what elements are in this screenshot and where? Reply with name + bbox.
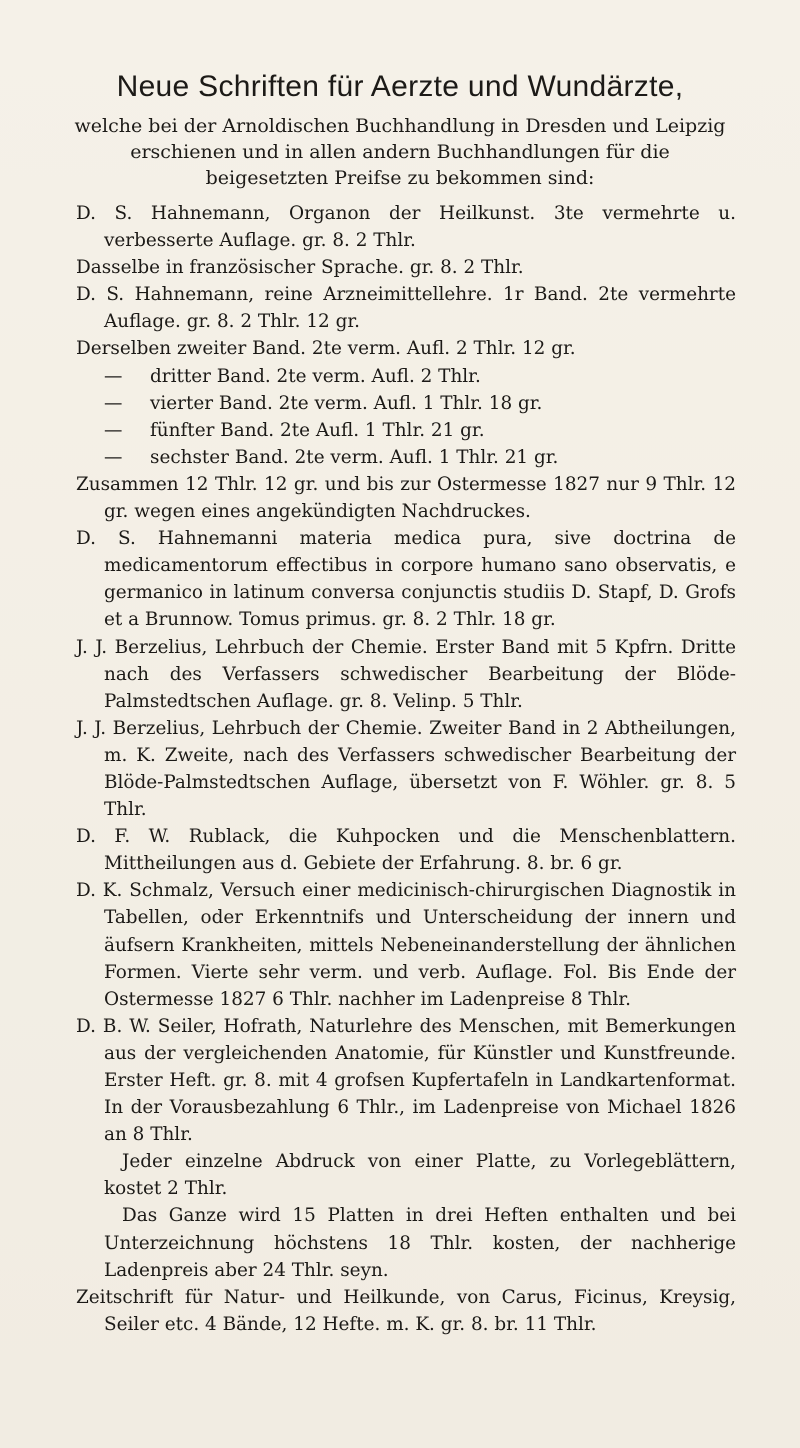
list-item: D. S. Hahnemanni materia medica pura, sive doctrina de medicamentorum effectibus in corpore humano sano observatis, e germanico in latinum conversa conjunctis studiis D. Stapf, D. Grofs et a Brunnow. Tomus primus. gr. 8. 2 Thlr. 18 gr. — [76, 528, 736, 631]
list-item-text: sechster Band. 2te verm. Aufl. 1 Thlr. 21 gr. — [150, 446, 559, 468]
list-item: D. S. Hahnemann, reine Arzneimittellehre. 1r Band. 2te vermehrte Auflage. gr. 8. 2 Thlr. 12 gr. — [76, 284, 736, 333]
list-item-continuation — [76, 363, 736, 390]
ditto-dash: — — [104, 419, 123, 441]
list-item-text: vierter Band. 2te verm. Aufl. 1 Thlr. 18 gr. — [150, 392, 543, 414]
page-title: Neue Schriften für Aerzte und Wundärzte, — [116, 70, 684, 103]
list-item-continuation — [76, 444, 736, 471]
list-item: Derselben zweiter Band. 2te verm. Aufl. 2 Thlr. 12 gr. — [76, 338, 576, 360]
list-item: J. J. Berzelius, Lehrbuch der Chemie. Zweiter Band in 2 Abtheilungen, m. K. Zweite, nach des Verfassers schwedischer Bearbeitung der Blöde-Palmstedtschen Auflage, übersetzt von F. Wöhler. gr. 8. 5 Thlr. — [76, 717, 736, 821]
list-item-text: fünfter Band. 2te Aufl. 1 Thlr. 21 gr. — [150, 419, 485, 441]
intro-paragraph: welche bei der Arnoldischen Buchhandlung in Dresden und Leipzig erschienen und in allen andern Buchhandlungen für die beigesetzten Preifse zu bekommen sind: — [74, 115, 726, 189]
list-item-note: Das Ganze wird 15 Platten in drei Heften enthalten und bei Unterzeichnung höchstens 18 Thlr. kosten, der nachherige Ladenpreis aber 24 Thlr. seyn. — [104, 1205, 736, 1281]
list-item: D. K. Schmalz, Versuch einer medicinisch-chirurgischen Diagnostik in Tabellen, oder Erkenntnifs und Unterscheidung der innern und äufsern Krankheiten, mittels Nebeneinanderstellung der ähnlichen Formen. Vierte sehr verm. und verb. Auflage. Fol. Bis Ende der Ostermesse 1827 6 Thlr. nachher im Ladenpreise 8 Thlr. — [76, 880, 736, 1010]
list-item: D. S. Hahnemann, Organon der Heilkunst. 3te vermehrte u. verbesserte Auflage. gr. 8. 2 Thlr. — [76, 203, 736, 252]
list-item-text: dritter Band. 2te verm. Aufl. 2 Thlr. — [150, 365, 481, 387]
list-item: Dasselbe in französischer Sprache. gr. 8. 2 Thlr. — [76, 257, 524, 279]
list-item-continuation — [76, 390, 736, 417]
list-item: J. J. Berzelius, Lehrbuch der Chemie. Erster Band mit 5 Kpfrn. Dritte nach des Verfassers schwedischer Bearbeitung der Blöde-Palmstedtschen Auflage. gr. 8. Velinp. 5 Thlr. — [76, 636, 736, 712]
ditto-dash: — — [104, 392, 123, 414]
ditto-dash: — — [104, 446, 123, 468]
list-item-continuation — [76, 417, 736, 444]
list-item: Zusammen 12 Thlr. 12 gr. und bis zur Ostermesse 1827 nur 9 Thlr. 12 gr. wegen eines angekündigten Nachdruckes. — [76, 473, 736, 523]
ditto-dash: — — [104, 365, 123, 387]
list-item: D. F. W. Rublack, die Kuhpocken und die Menschenblattern. Mittheilungen aus d. Gebiete der Erfahrung. 8. br. 6 gr. — [76, 826, 736, 875]
list-item: D. B. W. Seiler, Hofrath, Naturlehre des Menschen, mit Bemerkungen aus der vergleichenden Anatomie, für Künstler und Kunstfreunde. Erster Heft. gr. 8. mit 4 grofsen Kupfertafeln in Landkartenformat. In der Vorausbezahlung 6 Thlr., im Ladenpreise von Michael 1826 an 8 Thlr. — [76, 1015, 736, 1146]
book-list — [76, 200, 736, 1338]
list-item: Zeitschrift für Natur- und Heilkunde, von Carus, Ficinus, Kreysig, Seiler etc. 4 Bände, 12 Hefte. m. K. gr. 8. br. 11 Thlr. — [76, 1286, 736, 1335]
list-item-note: Jeder einzelne Abdruck von einer Platte, zu Vorlegeblättern, kostet 2 Thlr. — [104, 1151, 736, 1200]
